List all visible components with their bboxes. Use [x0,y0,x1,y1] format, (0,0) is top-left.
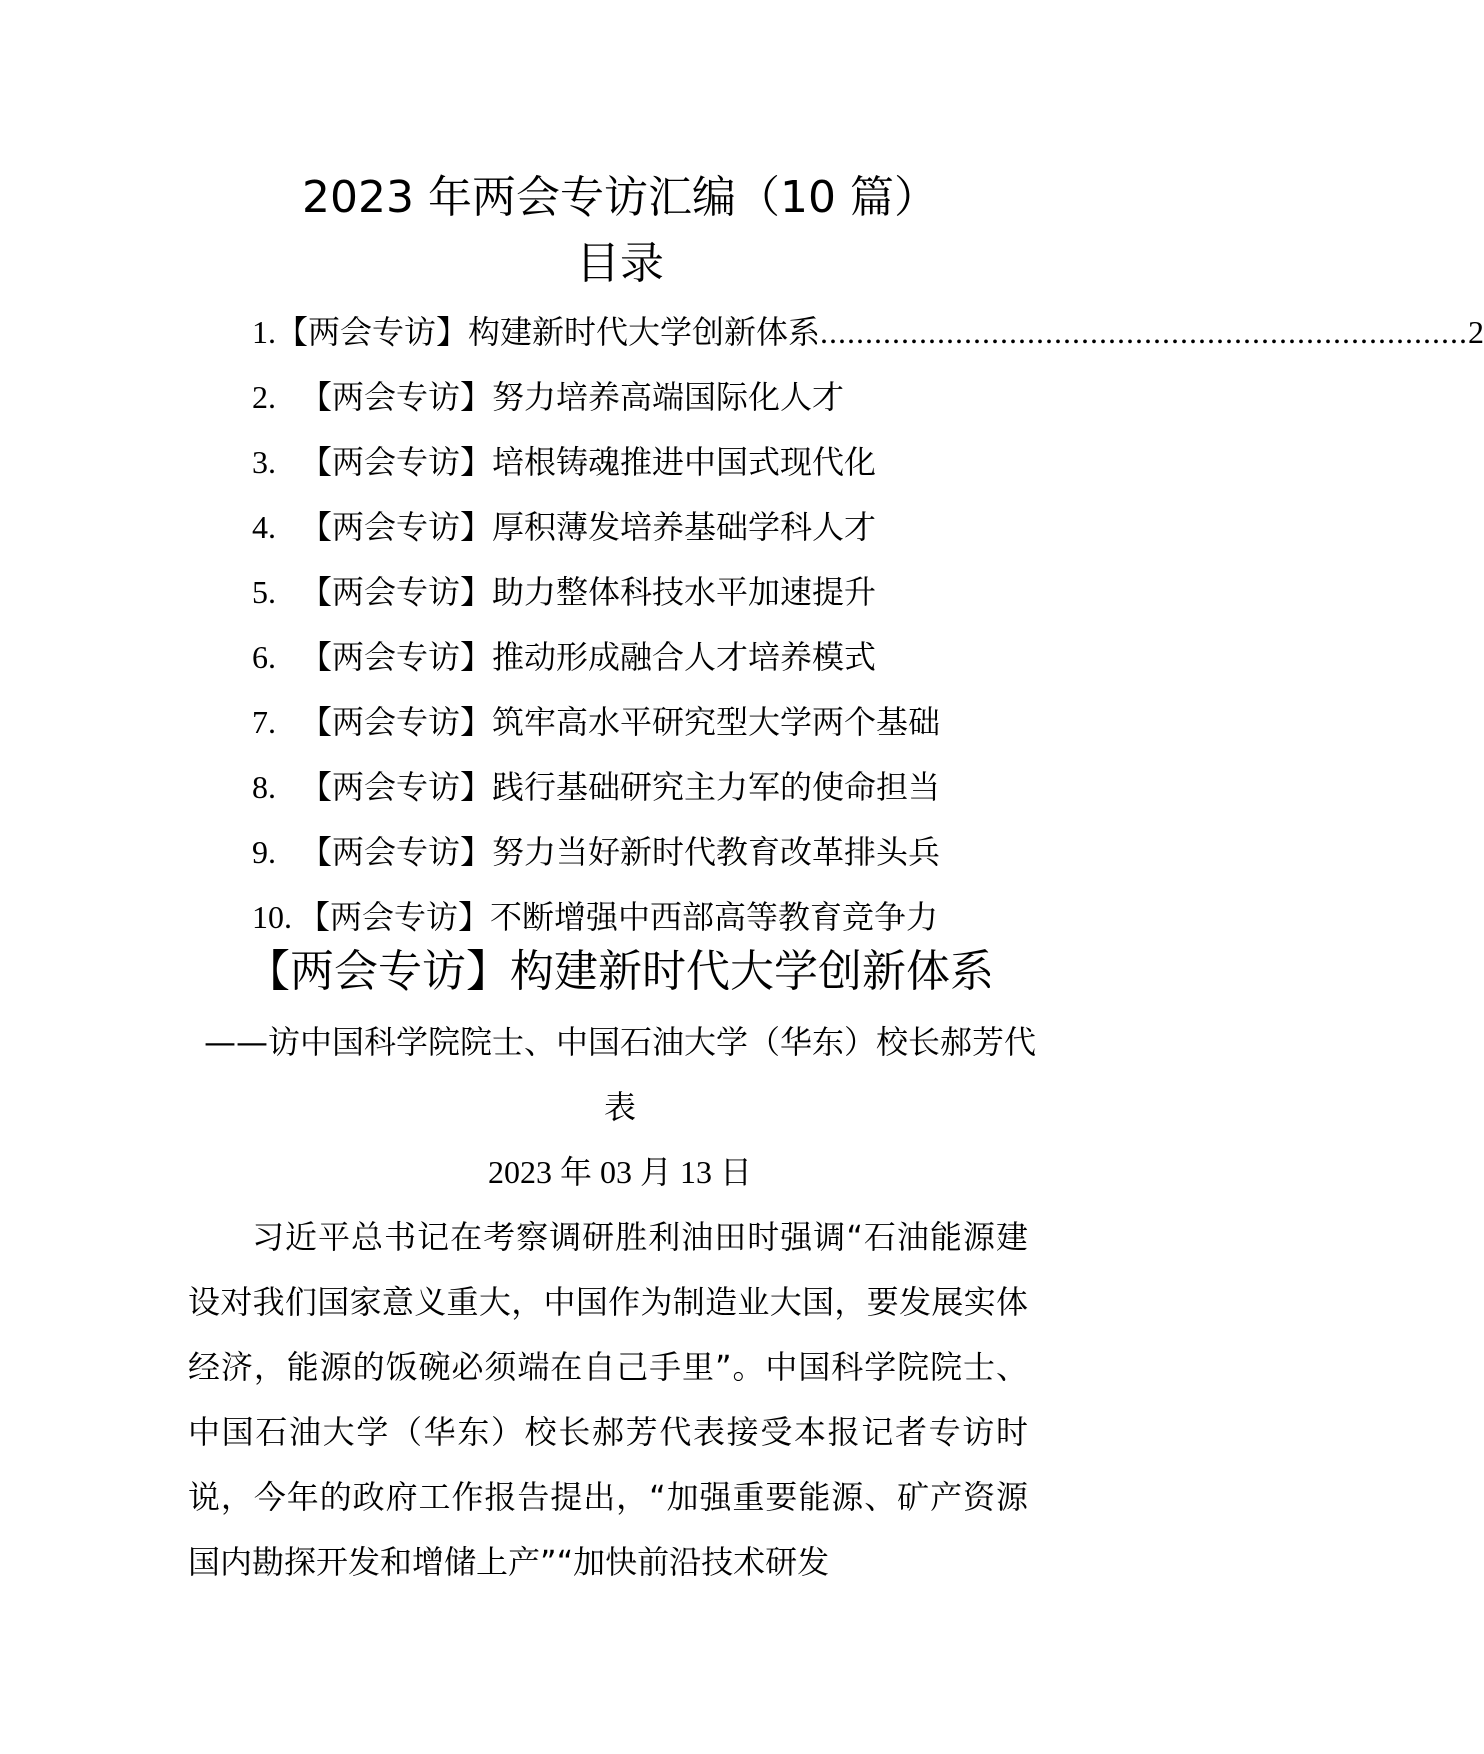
document-title: 2023 年两会专访汇编（10 篇） [302,172,938,223]
toc-item-number: 8. [252,769,276,805]
toc-item-title: 【两会专访】推动形成融合人才培养模式 [300,638,877,676]
toc-item-title: 【两会专访】努力培养高端国际化人才 [300,378,845,416]
toc-item-title: 【两会专访】筑牢高水平研究型大学两个基础 [300,703,941,741]
toc-item-title: 【两会专访】培根铸魂推进中国式现代化 [300,443,877,481]
toc-leader-dots: ........................................................................ [820,314,1469,350]
toc-item-title: 【两会专访】构建新时代大学创新体系 [276,313,821,351]
toc-item-number: 10. [252,899,292,935]
toc-item-number: 7. [252,704,276,740]
toc-item-number: 5. [252,574,276,610]
toc-item[interactable] [252,690,1062,755]
article-title: 【两会专访】构建新时代大学创新体系 [246,946,994,997]
toc-item-page: 2 [1468,314,1484,350]
table-of-contents [252,300,1484,950]
article-paragraph: 习近平总书记在考察调研胜利油田时强调“石油能源建设对我们国家意义重大，中国作为制造业大国，要发展实体经济，能源的饭碗必须端在自己手里”。中国科学院院士、中国石油大学（华东）校长郝芳代表接受本报记者专访时说，今年的政府工作报告提出，“加强重要能源、矿产资源国内勘探开发和增储上产”“加快前沿技术研发 [188,1218,1028,1581]
toc-item-title: 【两会专访】努力当好新时代教育改革排头兵 [300,833,941,871]
toc-item-number: 3. [252,444,276,480]
toc-item-number: 1. [252,314,276,350]
toc-item[interactable] [252,300,1484,365]
toc-item-title: 【两会专访】助力整体科技水平加速提升 [300,573,877,611]
toc-item-title: 【两会专访】厚积薄发培养基础学科人才 [300,508,877,546]
toc-item-number: 2. [252,379,276,415]
toc-item-title: 【两会专访】不断增强中西部高等教育竞争力 [298,898,939,936]
toc-heading: 目录 [576,238,664,289]
toc-item-number: 6. [252,639,276,675]
toc-item[interactable] [252,755,1062,820]
toc-item[interactable] [252,560,1062,625]
article-subtitle: ——访中国科学院院士、中国石油大学（华东）校长郝芳代表 [203,1023,1036,1126]
toc-item-number: 9. [252,834,276,870]
toc-item-title: 【两会专访】践行基础研究主力军的使命担当 [300,768,941,806]
toc-item[interactable] [252,430,1062,495]
article-date: 2023 年 03 月 13 日 [487,1154,752,1190]
toc-item[interactable] [252,820,1062,885]
toc-item[interactable] [252,365,1062,430]
toc-item-number: 4. [252,509,276,545]
toc-item[interactable] [252,495,1062,560]
toc-item[interactable] [252,625,1062,690]
